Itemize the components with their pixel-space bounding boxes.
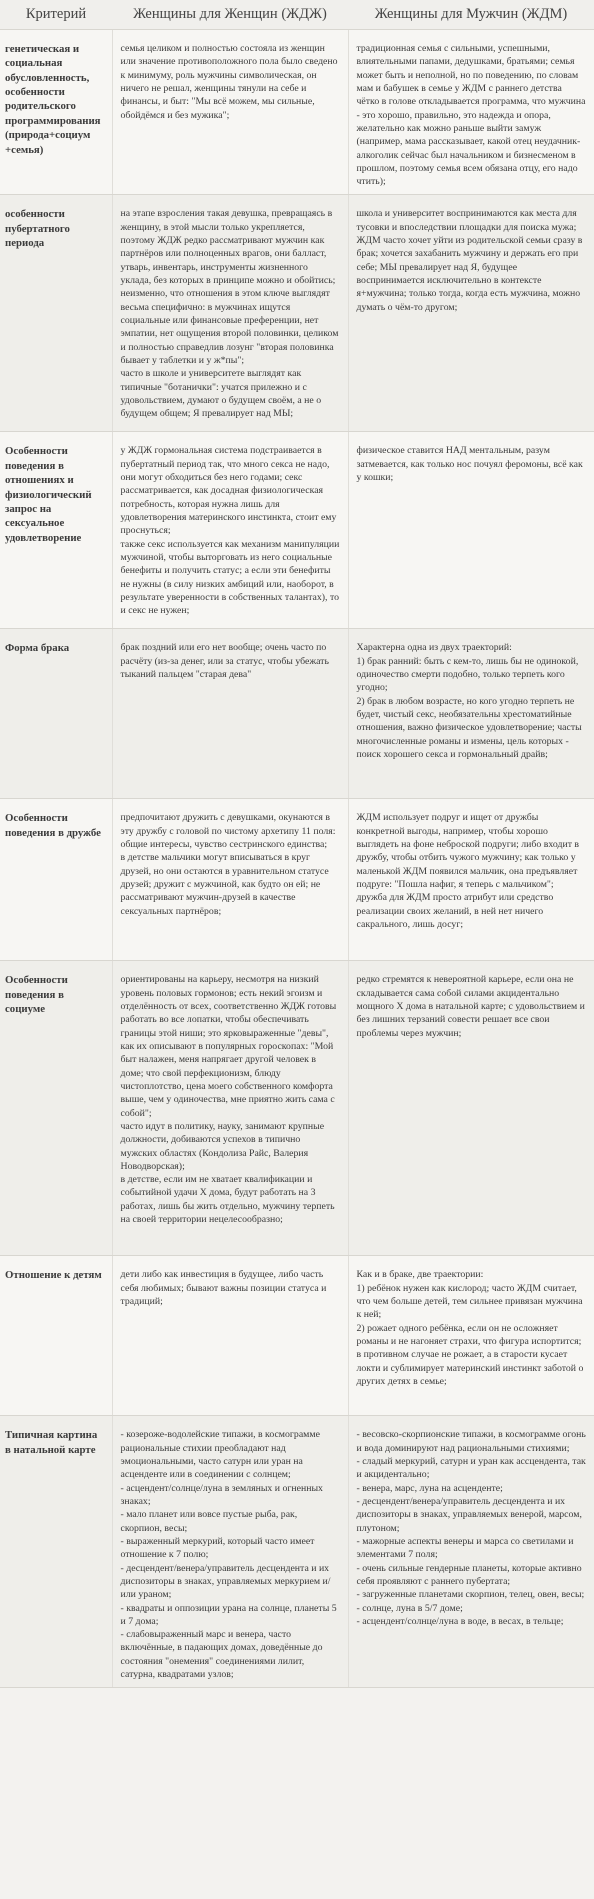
table-row [0,432,594,629]
row-criterion: Особенности поведения в дружбе [0,799,112,961]
row-criterion: Особенности поведения в социуме [0,961,112,1256]
header-criterion: Критерий [0,0,112,30]
row-zhdzh-cell: ориентированы на карьеру, несмотря на низкий уровень половых гормонов; есть некий эгоизм и отделённость от всех, соответственно ЖДЖ готовы работать во все лопатки, чтобы обеспечивать границы этой ниши; это ярковыраженные "девы", как их описывают в популярных гороскопах: "Мой быт налажен, меня напрягает другой человек в доме; что свой перфекционизм, блюду чистоплотство, цена моего собственного комфорта выше, чем у одиночества, мне приятно жить сама с собой"; часто идут в политику, науку, занимают крупные должности, добиваются успехов в типично мужских областях (Кондолиза Райс, Валерия Новодворская); в детстве, если им не хватает квалификации и событийной удачи Х дома, будут работать на 3 работах, лишь бы жить отдельно, мужчину терпеть на своей территории нецелесообразно; [112,961,348,1256]
table-row [0,961,594,1256]
table-row [0,1256,594,1416]
header-zhdm: Женщины для Мужчин (ЖДМ) [348,0,594,30]
table-row [0,1416,594,1688]
row-zhdzh-cell: на этапе взросления такая девушка, превращаясь в женщину, в этой мысли только укрепляется, поэтому ЖДЖ редко рассматривают мужчин как партнёров или полноценных врагов, они балласт, утварь, инвентарь, инструменты жизненного уклада, без которых в принципе можно и обойтись; неизменно, что отношения в этом ключе выглядят весьма специфично: в мужчинах ищутся социальные или финансовые преференции, нет эмпатии, нет ощущения второй половинки, целиком и полностью справедлив лозунг "вторая половинка бывает у таблетки и у ж*пы"; часто в школе и университете выглядят как типичные "ботанички": учатся прилежно и с удовольствием, думают о будущем своём, а не о будущем общем; Я превалирует над МЫ; [112,195,348,432]
table-row [0,195,594,432]
row-zhdm-cell: редко стремятся к невероятной карьере, если она не складывается сама собой силами акцидентально мощного Х дома в натальной карте; с удовольствием и без лишних терзаний совести решает все свои проблемы через мужчин; [348,961,594,1256]
row-zhdzh-cell: предпочитают дружить с девушками, окунаются в эту дружбу с головой по чистому архетипу 11 поля: общие интересы, чувство сестринского единства; в детстве мальчики могут вписываться в круг друзей, но они остаются в уравнительном статусе друзей; дружит с мужчиной, как будто он ей; не рассматривают мужчин-друзей в качестве сексуальных партнёров; [112,799,348,961]
row-criterion: Особенности поведения в отношениях и физиологический запрос на сексуальное удовлетворение [0,432,112,629]
row-criterion: Форма брака [0,629,112,799]
table-row [0,629,594,799]
table-header-row [0,0,594,30]
row-zhdm-cell: школа и университет воспринимаются как места для тусовки и впоследствии площадки для поиска мужа; ЖДМ часто хочет уйти из родительской семьи сразу в брак; хочется захабанить мужчину и держать его при себе; МЫ превалирует над Я, будущее воспринимается исключительно в контексте я+мужчина; только тогда, когда есть мужчина, можно думать о чём-то другом; [348,195,594,432]
row-zhdm-cell: физическое ставится НАД ментальным, разум затмевается, как только нос почуял феромоны, всё как у кошки; [348,432,594,629]
table-row [0,30,594,195]
row-zhdzh-cell: у ЖДЖ гормональная система подстраивается в пубертатный период так, что много секса не надо, они могут обходиться без него годами; секс рассматривается, как досадная физиологическая потребность, которая нужна лишь для удовлетворения материнского инстинкта, стоит ему проснуться; также секс используется как механизм манипуляции мужчиной, чтобы выторговать из него социальные бенефиты и получить статус; а если эти бенефиты не нужны (в силу низких амбиций или, наоборот, в результате уверенности в собственных талантах), то и секс не нужен; [112,432,348,629]
row-zhdzh-cell: - козероже-водолейские типажи, в космограмме рациональные стихии преобладают над эмоциональными, часто сатурн или уран на асценденте или в соединении с солнцем; - асцендент/солнце/луна в земляных и огненных знаках; - мало планет или вовсе пустые рыба, рак, скорпион, весы; - выраженный меркурий, который часто имеет отношение к 7 полю; - десцендент/венера/управитель десцендента и их диспозиторы в знаках, управляемых меркурием и/или ураном; - квадраты и оппозиции урана на солнце, планеты 5 и 7 дома; - слабовыраженный марс и венера, часто включённые, в падающих домах, доведённые до состояния "онемения" соединениями лилит, сатурна, квадратами узлов; [112,1416,348,1688]
row-zhdm-cell: традиционная семья с сильными, успешными, влиятельными папами, дедушками, братьями; семья может быть и неполной, но по поведению, по словам мам и бабушек в семье у ЖДМ с раннего детства чётко в голове откладывается программа, что мужчина - это хорошо, правильно, это надежда и опора, желательно как можно раньше выйти замуж (например, мама рассказывает, какой отец неудачник-алкоголик сейчас был начальником и бизнесменом в прошлом, поэтому семья всем обязана отцу, его надо чтить); [348,30,594,195]
row-zhdzh-cell: семья целиком и полностью состояла из женщин или значение противоположного пола было сведено к минимуму, роль мужчины символическая, он ничего не решал, женщины тянули на себе и финансы, и быт: "Мы всё можем, мы сильные, обойдёмся и без мужика"; [112,30,348,195]
row-zhdm-cell: Как и в браке, две траектории: 1) ребёнок нужен как кислород; часто ЖДМ считает, что чем больше детей, тем сильнее привязан мужчина к ней; 2) рожает одного ребёнка, если он не осложняет романы и не нагоняет страхи, что фигура испортится; в противном случае не рожает, а в старости кусает локти и сублимирует материнский инстинкт заботой о других детях в семье; [348,1256,594,1416]
row-zhdm-cell: - весовско-скорпионские типажи, в космограмме огонь и вода доминируют над рациональными стихиями; - сладый меркурий, сатурн и уран как ассцендента, так и акцидентально; - венера, марс, луна на асценденте; - десцендент/венера/управитель десцендента и их диспозиторы в знаках, управляемых венерой, марсом, плутоном; - мажорные аспекты венеры и марса со светилами и элементами 7 поля; - очень сильные гендерные планеты, которые активно себя проявляют с раннего пубертата; - загруженные планетами скорпион, телец, овен, весы; - солнце, луна в 5/7 доме; - асцендент/солнце/луна в воде, в весах, в тельце; [348,1416,594,1688]
row-zhdzh-cell: брак поздний или его нет вообще; очень часто по расчёту (из-за денег, или за статус, чтобы убежать тыканий пальцем "старая дева" [112,629,348,799]
table-row [0,799,594,961]
row-criterion: особенности пубертатного периода [0,195,112,432]
row-zhdzh-cell: дети либо как инвестиция в будущее, либо часть себя любимых; бывают важны позиции статуса и традиций; [112,1256,348,1416]
row-criterion: Типичная картина в натальной карте [0,1416,112,1688]
row-zhdm-cell: Характерна одна из двух траекторий: 1) брак ранний: быть с кем-то, лишь бы не одинокой, одиночество смерти подобно, только терпеть кого угодно; 2) брак в любом возрасте, но кого угодно терпеть не будет, чистый секс, необязательны хрестоматийные отношения, важно физическое удовлетворение; часты многочисленные романы и измены, цель которых - поиск хорошего секса и гормональный драйв; [348,629,594,799]
row-criterion: Отношение к детям [0,1256,112,1416]
row-zhdm-cell: ЖДМ использует подруг и ищет от дружбы конкретной выгоды, например, чтобы хорошо выглядеть на фоне неброской подруги; либо входит в дружбу, чтобы отбить чужого мужчину; как только у маленькой ЖДМ появился мальчик, она предъявляет подруге: "Пошла нафиг, я теперь с мальчиком"; дружба для ЖДМ просто атрибут или средство реализации своих желаний, в ней нет ничего сакрального, лишь досуг; [348,799,594,961]
header-zhdzh: Женщины для Женщин (ЖДЖ) [112,0,348,30]
row-criterion: генетическая и социальная обусловленность, особенности родительского программирования (природа+социум +семья) [0,30,112,195]
